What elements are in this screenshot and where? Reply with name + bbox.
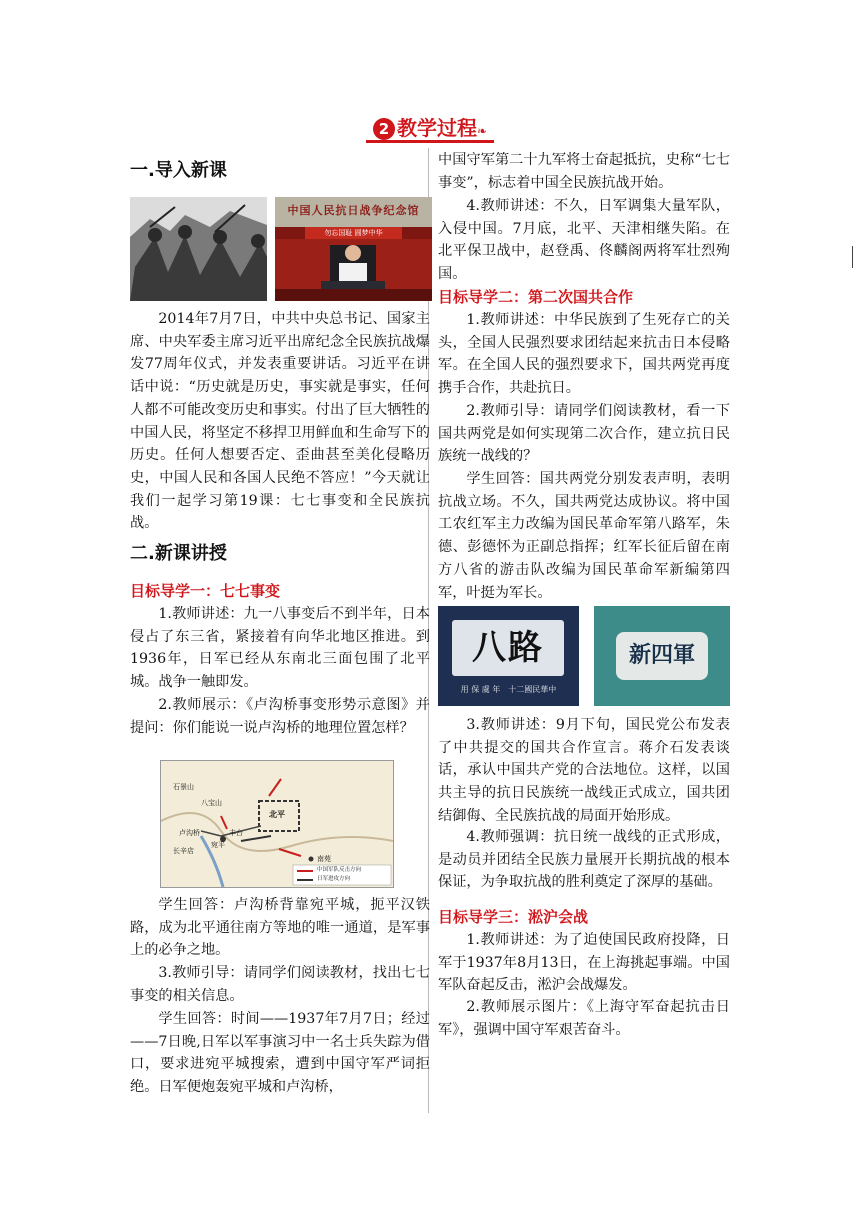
ceremony-photo xyxy=(275,197,432,301)
new-fourth-army-badge xyxy=(594,606,730,706)
banner-text: 中国人民抗日战争纪念馆 xyxy=(287,204,420,217)
goal1-paragraph-1: 1.教师讲述：九一八事变后不到半年，日本侵占了东三省，紧接着有向华北地区推进。到1936年，日军已经从东南北三面包围了北平城。战争一触即发。 xyxy=(130,606,430,691)
section-heading-new-lesson: 二.新课讲授 xyxy=(130,543,227,564)
section-title xyxy=(0,112,860,141)
goal-heading-2: 目标导学二：第二次国共合作 xyxy=(438,288,634,306)
map-label-lugouqiao: 卢沟桥 xyxy=(179,829,200,837)
goal1-paragraph-3: 学生回答：卢沟桥背靠宛平城，扼平汉铁路，成为北平通往南方等地的唯一通道，是军事上的必争之地。 xyxy=(130,897,430,959)
goal1-paragraph-5: 学生回答：时间——1937年7月7日；经过——7日晚,日军以军事演习中一名士兵失踪为借口，要求进宛平城搜索，遭到中国守军严词拒绝。日军便炮轰宛平城和卢沟桥， xyxy=(130,1011,430,1096)
map-label-fengtai: 丰台 xyxy=(229,829,243,837)
map-label-nanyuan: 南苑 xyxy=(317,855,331,863)
goal3-paragraph-2: 2.教师展示图片：《上海守军奋起抗击日军》，强调中国守军艰苦奋斗。 xyxy=(438,999,730,1038)
sign-text: 勿忘国耻 圆梦中华 xyxy=(324,229,383,237)
historical-soldiers-photo xyxy=(130,197,267,301)
goal2-paragraph-3: 学生回答：国共两党分别发表声明，表明抗战立场。不久，国共两党达成协议。将中国工农红军主力改编为国民革命军第八路军，朱德、彭德怀为正副总指挥；红军长征后留在南方八省的游击队改编为国民革命军新编第四军，叶挺为军长。 xyxy=(438,471,730,601)
goal-heading-3: 目标导学三：淞沪会战 xyxy=(438,908,589,926)
goal2-paragraph-1: 1.教师讲述：中华民族到了生死存亡的关头，全国人民强烈要求团结起来抗击日本侵略军。在全国人民的强烈要求下，国共两党再度携手合作，共赴抗日。 xyxy=(438,312,730,397)
section-number-badge: 2 xyxy=(373,118,395,140)
map-label-babaoshan: 八宝山 xyxy=(201,799,222,807)
intro-paragraph: 2014年7月7日，中共中央总书记、国家主席、中央军委主席习近平出席纪念全民族抗战爆发77周年仪式，并发表重要讲话。习近平在讲话中说：“历史就是历史，事实就是事实，任何人都不可能改变历史和事实。付出了巨大牺牲的中国人民，将坚定不移捍卫用鲜血和生命写下的历史。任何人想要否定、歪曲甚至美化侵略历史，中国人民和各国人民绝不答应！”今天就让我们一起学习第19课：七七事变和全民族抗战。 xyxy=(130,311,430,532)
section-title-text: 教学过程 xyxy=(396,116,477,140)
map-label-wanping: 宛平 xyxy=(211,841,225,849)
right-paragraph-2: 4.教师讲述：不久，日军调集大量军队，入侵中国。7月底，北平、天津相继失陷。在北平保卫战中，赵登禹、佟麟阁两将军壮烈殉国。 xyxy=(438,198,730,283)
goal2-paragraph-4: 3.教师讲述：9月下旬，国民党公布发表了中共提交的国共合作宣言。蒋介石发表谈话，承认中国共产党的合法地位。这样，以国共主导的抗日民族统一战线正式成立，国共团结御侮、全民族抗战的局面开始形成。 xyxy=(438,717,730,824)
map-legend-china: 中国军队反击方向 xyxy=(317,867,362,873)
goal-heading-1: 目标导学一：七七事变 xyxy=(130,582,281,600)
eighth-route-army-badge xyxy=(438,606,579,706)
map-label-changxindian: 长辛店 xyxy=(173,847,194,855)
map-label-shijingshan: 石景山 xyxy=(173,783,194,791)
goal3-paragraph-1: 1.教师讲述：为了迫使国民政府投降，日军于1937年8月13日，在上海挑起事端。中国军队奋起反击，淞沪会战爆发。 xyxy=(438,932,730,994)
badge1-subtext: 用 保 虞 年 十二國民華中 xyxy=(460,685,557,694)
goal2-paragraph-2: 2.教师引导：请同学们阅读教材，看一下国共两党是如何实现第二次合作，建立抗日民族统一战线的？ xyxy=(438,403,730,465)
goal1-paragraph-2: 2.教师展示：《卢沟桥事变形势示意图》并提问：你们能说一说卢沟桥的地理位置怎样？ xyxy=(130,697,430,736)
lugouqiao-map xyxy=(160,760,394,888)
leaf-icon: ❧ xyxy=(476,124,488,138)
page-edge-mark xyxy=(852,246,853,268)
badge1-text: 八路 xyxy=(472,628,544,668)
goal1-paragraph-4: 3.教师引导：请同学们阅读教材，找出七七事变的相关信息。 xyxy=(130,965,430,1004)
right-paragraph-1: 中国守军第二十九军将士奋起抵抗，史称“七七事变”，标志着中国全民族抗战开始。 xyxy=(438,152,730,191)
section-heading-intro: 一.导入新课 xyxy=(130,160,227,181)
badge2-text: 新四軍 xyxy=(628,643,695,668)
map-label-beiping: 北平 xyxy=(269,809,285,819)
title-underline xyxy=(366,140,494,143)
map-legend-japan: 日军进攻方向 xyxy=(317,876,351,882)
goal2-paragraph-5: 4.教师强调：抗日统一战线的正式形成，是动员并团结全民族力量展开长期抗战的根本保证，为争取抗战的胜利奠定了深厚的基础。 xyxy=(438,829,730,891)
